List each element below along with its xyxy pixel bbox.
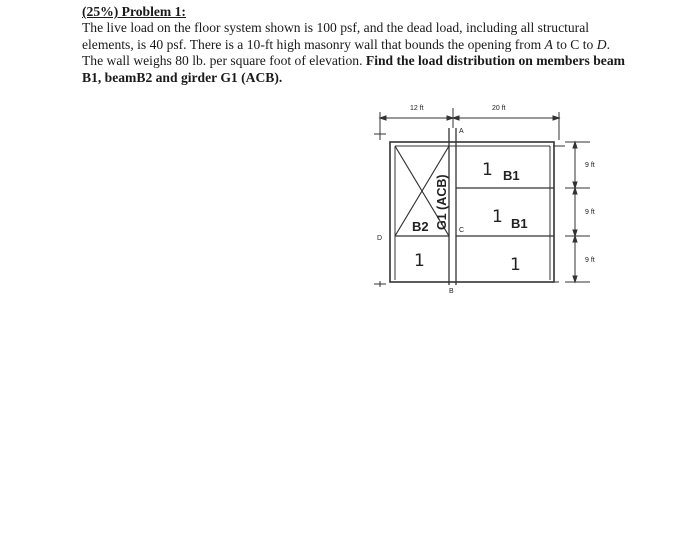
dim-label-12ft: 12 ft [410,105,424,112]
problem-line-3a: The wall weighs 80 lb. per square foot of elevation. [82,53,366,69]
dim-label-9ft-1: 9 ft [585,162,595,169]
problem-line-2a: elements, is 40 psf. There is a 10-ft high masonry wall that bounds the opening from [82,36,545,52]
beam-b2-label: B2 [412,219,429,234]
point-a-label: A [459,128,464,135]
problem-line-2b: to C to [552,36,597,52]
problem-task: Find the load distribution on members beam [365,53,625,69]
problem-line-4: B1, beamB2 and girder G1 (ACB). [82,69,283,85]
mark-2: 1 [492,207,503,227]
dim-label-9ft-3: 9 ft [585,257,595,264]
problem-line-1: The live load on the floor system shown is 100 psf, and the dead load, including all structural [82,20,590,36]
girder-g1-label: G1 (ACB) [435,174,449,230]
mark-3: 1 [414,251,425,271]
dim-label-20ft: 20 ft [492,105,506,112]
mark-1: 1 [482,160,493,180]
point-d-label: D [377,235,383,242]
dim-label-9ft-2: 9 ft [585,209,595,216]
mark-4: 1 [510,255,521,275]
point-b-label: B [449,288,454,295]
beam-b1-lower-label: B1 [511,216,528,231]
problem-line-2c: . [606,36,610,52]
point-a-ref: A [544,36,553,52]
beam-b1-upper-label: B1 [503,168,520,183]
point-d-ref: D [596,36,607,52]
problem-heading: (25%) Problem 1: [82,4,186,19]
point-c-label: C [459,227,465,234]
